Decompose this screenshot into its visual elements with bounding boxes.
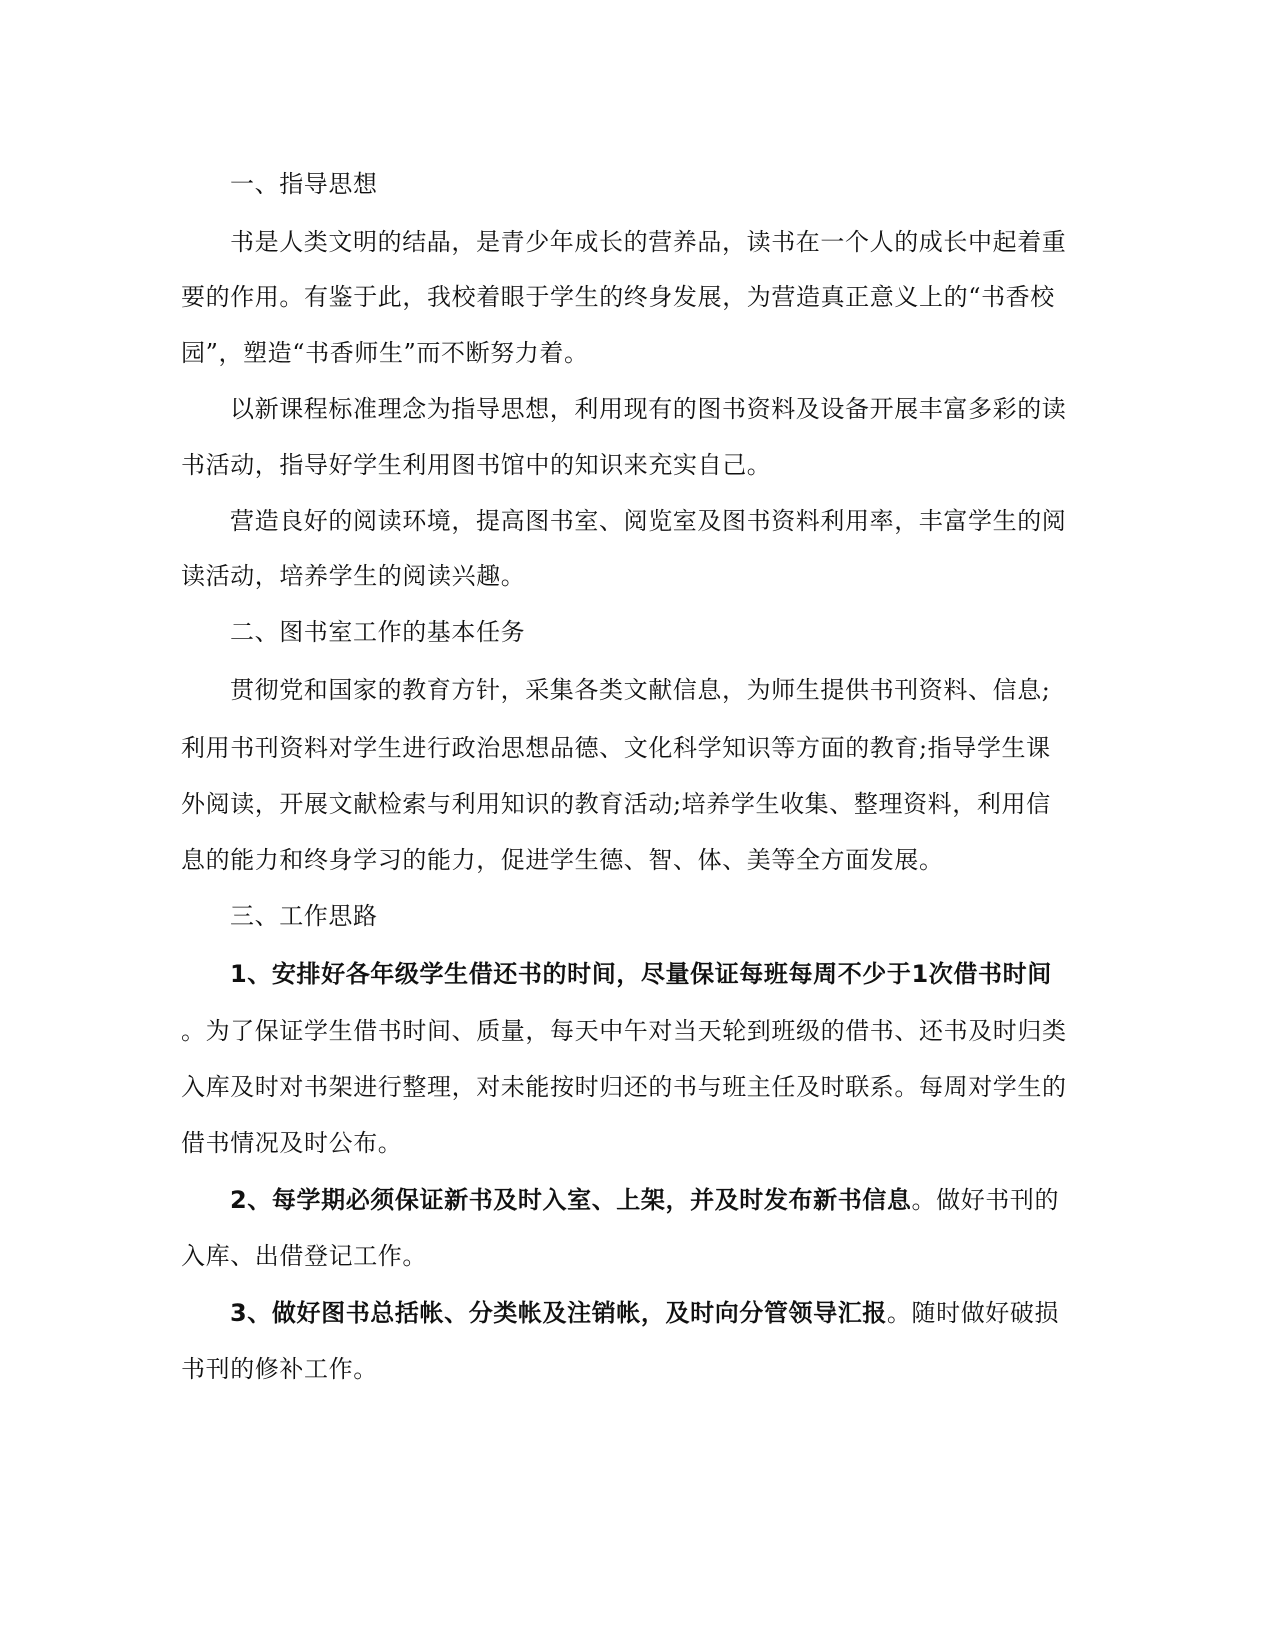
paragraph-line: 入库、出借登记工作。 [181, 1242, 427, 1270]
section-heading-work-ideas: 三、工作思路 [230, 902, 378, 930]
paragraph-line: 外阅读，开展文献检索与利用知识的教育活动;培养学生收集、整理资料，利用信 [181, 790, 1051, 818]
section-heading-guiding-ideology: 一、指导思想 [230, 170, 378, 198]
work-item-3-bold: 3、做好图书总括帐、分类帐及注销帐，及时向分管领导汇报 [230, 1299, 887, 1327]
work-item-2-line [230, 1183, 1061, 1217]
section-heading-basic-tasks: 二、图书室工作的基本任务 [230, 618, 526, 646]
paragraph-line: 书是人类文明的结晶，是青少年成长的营养品，读书在一个人的成长中起着重 [230, 228, 1067, 256]
paragraph-line: 园”，塑造“书香师生”而不断努力着。 [181, 339, 589, 367]
paragraph-line: 贯彻党和国家的教育方针，采集各类文献信息，为师生提供书刊资料、信息; [230, 676, 1051, 704]
paragraph-line: 要的作用。有鉴于此，我校着眼于学生的终身发展，为营造真正意义上的“书香校 [181, 283, 1055, 311]
paragraph-line: 息的能力和终身学习的能力，促进学生德、智、体、美等全方面发展。 [181, 846, 944, 874]
paragraph-line: 以新课程标准理念为指导思想，利用现有的图书资料及设备开展丰富多彩的读 [230, 395, 1067, 423]
paragraph-line: 书活动，指导好学生利用图书馆中的知识来充实自己。 [181, 451, 772, 479]
work-item-3-tail: 。随时做好破损 [886, 1299, 1060, 1327]
work-item-2-tail: 。做好书刊的 [911, 1186, 1060, 1214]
paragraph-line: 营造良好的阅读环境，提高图书室、阅览室及图书资料利用率，丰富学生的阅 [230, 507, 1067, 535]
paragraph-line: 书刊的修补工作。 [181, 1355, 378, 1383]
paragraph-line: 。为了保证学生借书时间、质量，每天中午对当天轮到班级的借书、还书及时归类 [181, 1017, 1067, 1045]
paragraph-line: 读活动，培养学生的阅读兴趣。 [181, 562, 526, 590]
work-item-1-bold: 1、安排好各年级学生借还书的时间，尽量保证每班每周不少于1次借书时间 [230, 960, 1052, 988]
paragraph-line: 入库及时对书架进行整理，对未能按时归还的书与班主任及时联系。每周对学生的 [181, 1073, 1067, 1101]
work-item-3-line [230, 1296, 1061, 1330]
paragraph-line: 利用书刊资料对学生进行政治思想品德、文化科学知识等方面的教育;指导学生课 [181, 734, 1051, 762]
work-item-2-bold: 2、每学期必须保证新书及时入室、上架，并及时发布新书信息 [230, 1186, 912, 1214]
paragraph-line: 借书情况及时公布。 [181, 1129, 403, 1157]
